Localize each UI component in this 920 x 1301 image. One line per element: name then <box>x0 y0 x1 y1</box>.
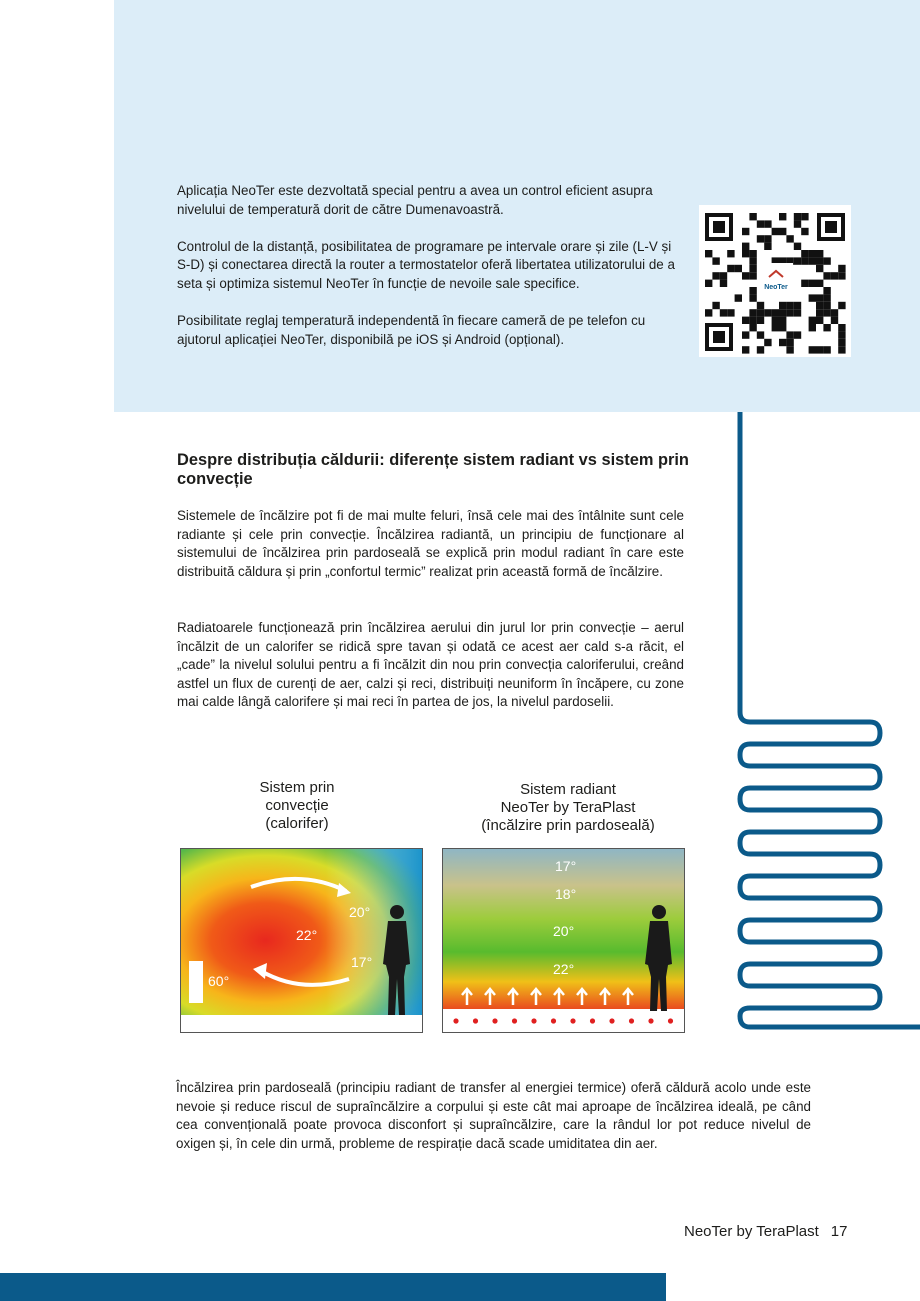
floor-dot <box>473 1018 478 1023</box>
floor-dot <box>512 1018 517 1023</box>
qr-module <box>712 257 719 264</box>
qr-module <box>779 324 786 331</box>
qr-module <box>779 309 786 316</box>
qr-module <box>764 220 771 227</box>
qr-module <box>779 339 786 346</box>
qr-module <box>764 339 771 346</box>
qr-module <box>823 257 830 264</box>
qr-module <box>757 317 764 324</box>
temp-label: 22° <box>553 961 575 977</box>
intro-paragraph: Controlul de la distanță, posibilitatea de programare pe intervale orare și zile (L-V și S-D) și conectarea directă la router a termostatelor oferă libertatea utilizatorului de a seta și optimiza sistemul NeoTer în funcție de nevoile sale specifice. <box>177 238 675 291</box>
qr-module <box>757 346 764 353</box>
footer-bar <box>0 1273 666 1301</box>
intro-paragraph: Posibilitate reglaj temperatură independentă în fiecare cameră de pe telefon cu ajutorul aplicației NeoTer, disponibilă pe iOS și Android (opțional). <box>177 313 646 347</box>
qr-module <box>809 294 816 301</box>
qr-module <box>823 272 830 279</box>
footer-brand: NeoTer by TeraPlast <box>684 1223 819 1240</box>
qr-module <box>794 213 801 220</box>
floor-dot <box>570 1018 575 1023</box>
temp-label: 20° <box>349 904 371 920</box>
qr-module <box>809 257 816 264</box>
qr-module <box>809 317 816 324</box>
qr-module <box>749 294 756 301</box>
qr-module <box>712 272 719 279</box>
radiant-heat-diagram <box>442 848 685 1033</box>
qr-module <box>823 346 830 353</box>
temp-label: 22° <box>296 927 318 943</box>
qr-module <box>727 309 734 316</box>
qr-module <box>809 346 816 353</box>
qr-module <box>742 250 749 257</box>
qr-module <box>727 265 734 272</box>
qr-module <box>742 228 749 235</box>
qr-module <box>779 317 786 324</box>
qr-module <box>779 228 786 235</box>
qr-module <box>786 331 793 338</box>
temp-label: 17° <box>351 954 373 970</box>
qr-module <box>801 228 808 235</box>
qr-module <box>749 257 756 264</box>
qr-module <box>801 257 808 264</box>
qr-module <box>831 317 838 324</box>
caption-line: NeoTer by TeraPlast <box>500 799 636 816</box>
qr-module <box>735 294 742 301</box>
footer <box>684 1223 847 1240</box>
qr-module <box>757 309 764 316</box>
qr-module <box>757 331 764 338</box>
qr-module <box>735 265 742 272</box>
qr-module <box>823 309 830 316</box>
qr-module <box>705 280 712 287</box>
qr-module <box>816 280 823 287</box>
qr-module <box>816 346 823 353</box>
qr-module <box>742 243 749 250</box>
floor-dot <box>453 1018 458 1023</box>
qr-module <box>794 309 801 316</box>
qr-module <box>757 235 764 242</box>
qr-module <box>772 317 779 324</box>
convection-heat-diagram <box>180 848 423 1033</box>
qr-module <box>801 250 808 257</box>
qr-module <box>794 331 801 338</box>
qr-module <box>809 250 816 257</box>
qr-module <box>749 309 756 316</box>
qr-module <box>764 235 771 242</box>
caption-line: (calorifer) <box>265 815 329 832</box>
qr-module <box>727 250 734 257</box>
qr-module <box>749 317 756 324</box>
temp-label: 20° <box>553 923 575 939</box>
qr-module <box>749 250 756 257</box>
radiator-shape <box>189 961 203 1003</box>
qr-module <box>838 346 845 353</box>
qr-module <box>772 324 779 331</box>
qr-module <box>749 213 756 220</box>
qr-module <box>749 324 756 331</box>
convection-caption <box>217 779 377 833</box>
qr-module <box>705 250 712 257</box>
qr-module <box>786 346 793 353</box>
qr-module <box>742 317 749 324</box>
qr-module <box>757 220 764 227</box>
intro-paragraph: Aplicația NeoTer este dezvoltată special pentru a avea un control eficient asupra nivelului de temperatură dorit de către Dumenavoastră. <box>177 183 653 217</box>
qr-module <box>786 235 793 242</box>
qr-module <box>816 257 823 264</box>
qr-module <box>831 272 838 279</box>
qr-module <box>794 257 801 264</box>
intro-text <box>177 182 682 368</box>
qr-logo-text: NeoTer <box>764 284 788 291</box>
floor-dot <box>629 1018 634 1023</box>
qr-code[interactable] <box>699 205 851 357</box>
floor-dot <box>531 1018 536 1023</box>
temp-label: 18° <box>555 886 577 902</box>
qr-module <box>705 309 712 316</box>
qr-module <box>816 294 823 301</box>
caption-line: (încălzire prin pardoseală) <box>481 817 655 834</box>
qr-module <box>742 272 749 279</box>
qr-module <box>816 302 823 309</box>
qr-module <box>742 346 749 353</box>
qr-module <box>772 309 779 316</box>
page-number: 17 <box>830 1223 848 1240</box>
qr-module <box>742 331 749 338</box>
qr-module <box>786 302 793 309</box>
qr-module <box>720 309 727 316</box>
conclusion-paragraph: Încălzirea prin pardoseală (principiu radiant de transfer al energiei termice) oferă căldură acolo unde este nevoie și reduce riscul de supraîncălzire a corpului și este cât mai aproape de încălzirea ideală, pe când cea convențională poate provoca disconfort și supraîncălzire, care la rândul lor pot reduce nivelul de oxigen și, în cele din urmă, probleme de respirație dacă scade umiditatea din aer. <box>176 1080 811 1151</box>
qr-module <box>816 265 823 272</box>
qr-module <box>838 324 845 331</box>
qr-module <box>720 272 727 279</box>
qr-module <box>823 302 830 309</box>
section-heading: Despre distribuția căldurii: diferențe sistem radiant vs sistem prin convecție <box>177 451 689 488</box>
qr-module <box>764 243 771 250</box>
section-paragraph: Sistemele de încălzire pot fi de mai multe feluri, însă cele mai des întâlnite sunt cele radiante și cele prin convecție. Încălzirea radiantă, un principiu de funcționare al sistemului de încălzirea prin pardoseală se explică prin modul radiant în care este distribuită căldura și prin „confortul termic” realizat prin această formă de încălzire. <box>177 508 684 579</box>
qr-module <box>838 302 845 309</box>
section-paragraph: Radiatoarele funcționează prin încălzirea aerului din jurul lor prin convecție – aerul încălzit de un calorifer se ridică spre tavan și odată ce acest aer cald s-a răcit, el „cade” la nivelul solului pentru a fi încălzit din nou prin convecția caloriferului, creând astfel un flux de curenți de aer, calzi și reci, distribuiți neuniform în încăpere, cu zone mai calde lângă calorifere și mai reci în partea de jos, la nivelul pardoselii. <box>177 620 684 710</box>
qr-module <box>786 309 793 316</box>
qr-module <box>749 265 756 272</box>
qr-module <box>794 243 801 250</box>
qr-module <box>838 339 845 346</box>
radiant-caption <box>452 781 684 835</box>
caption-line: convecție <box>265 797 329 814</box>
qr-module <box>823 324 830 331</box>
caption-line: Sistem prin <box>259 779 335 796</box>
qr-module <box>809 280 816 287</box>
floor-dot <box>590 1018 595 1023</box>
temp-label: 60° <box>208 973 230 989</box>
qr-module <box>838 331 845 338</box>
qr-module <box>786 339 793 346</box>
qr-module <box>823 294 830 301</box>
qr-module <box>809 324 816 331</box>
qr-module <box>772 228 779 235</box>
qr-module <box>779 302 786 309</box>
floor-dot <box>648 1018 653 1023</box>
qr-module <box>757 302 764 309</box>
floor-dot <box>609 1018 614 1023</box>
floor-dot <box>668 1018 673 1023</box>
qr-module <box>816 317 823 324</box>
caption-line: Sistem radiant <box>520 781 616 798</box>
qr-module <box>838 272 845 279</box>
qr-module <box>801 280 808 287</box>
qr-module <box>823 287 830 294</box>
floor-dot <box>551 1018 556 1023</box>
qr-module <box>720 280 727 287</box>
qr-module <box>749 287 756 294</box>
qr-module <box>801 213 808 220</box>
qr-module <box>831 309 838 316</box>
qr-module <box>794 302 801 309</box>
floor-dot <box>492 1018 497 1023</box>
qr-module <box>749 272 756 279</box>
qr-module <box>838 265 845 272</box>
qr-module <box>794 220 801 227</box>
qr-module <box>816 250 823 257</box>
qr-module <box>816 309 823 316</box>
qr-module <box>764 309 771 316</box>
qr-module <box>779 213 786 220</box>
qr-module <box>712 302 719 309</box>
heating-pipe-graphic <box>720 412 920 1037</box>
temp-label: 17° <box>555 858 577 874</box>
